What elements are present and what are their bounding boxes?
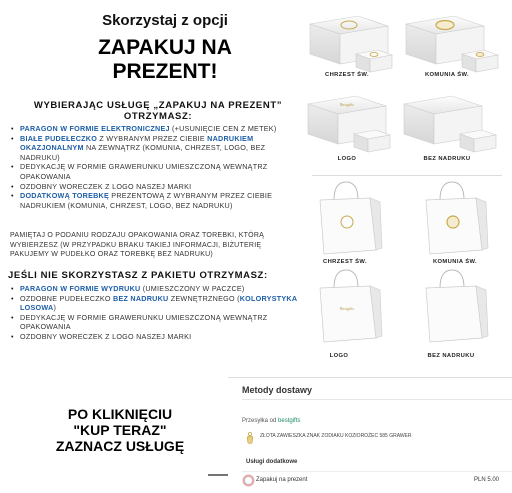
list-item [10,294,302,313]
gift-boxes-illustration [300,6,512,176]
list-item-text: (UMIESZCZONY W PACZCE) [140,284,245,293]
bag-komunia [426,182,488,254]
shipping-title: Metody dostawy [242,385,313,395]
promo-headline [55,36,275,84]
product-name[interactable]: ZŁOTA ZAWIESZKA ZNAK ZODIAKU KOZIOROŻEC 585 GRAWER [260,433,412,439]
shipment-source [242,418,300,424]
gift-bags-illustration [300,180,512,350]
list-item-text: OZDOBNE PUDEŁECZKO [20,293,114,303]
gift-wrap-checkbox[interactable] [244,476,253,485]
promo-subtitle: Skorzystaj z opcji [102,12,228,29]
list-item-highlight: NADRUKIEM OKAZJONALNYM [20,133,254,153]
cta-line3: ZAZNACZ USŁUGĘ [55,438,185,454]
list-item-text: NA ZEWNĄTRZ (KOMUNIA, CHRZEST, LOGO, BEZ NADRUKU) [20,143,266,162]
list-item [10,134,302,163]
promo-headline-line2: PREZENT! [112,60,218,83]
box-caption: KOMUNIA ŚW. [424,72,470,78]
list-item [10,182,302,192]
list-item [10,332,302,342]
section1-title [8,100,308,122]
pendant-thumbnail [244,431,256,445]
list-item-text: DEDYKACJĘ W FORMIE GRAWERUNKU UMIESZCZONĄ WEWNĄTRZ OPAKOWANIA [20,312,268,332]
bag-logo [320,270,382,342]
seller-link[interactable]: bestgifts [278,418,301,424]
list-item [10,162,302,181]
section2-title: JEŚLI NIE SKORZYSTASZ Z PAKIETU OTRZYMASZ: [8,270,268,281]
list-item-text: OZDOBNY WORECZEK Z LOGO NASZEJ MARKI [20,331,192,341]
list-item-highlight: KOLORYSTYKA LOSOWA [20,293,298,313]
list-item-text: OZDOBNY WORECZEK Z LOGO NASZEJ MARKI [20,181,192,191]
list-item [10,124,302,134]
list-item-highlight: PARAGON W FORMIE WYDRUKU [20,284,141,293]
bag-caption: KOMUNIA ŚW. [432,259,478,265]
gift-wrap-label: Zapakuj na prezent [256,477,308,483]
cta-instruction [30,406,210,454]
list-item-text: Z WYBRANYM PRZEZ CIEBIE [97,133,208,143]
bag-caption: BEZ NADRUKU [427,353,475,359]
bag-chrzest [320,182,382,254]
section1-list [10,124,302,210]
bag-bez-nadruku [426,270,488,342]
divider [242,399,512,400]
list-item-text: ZEWNĘTRZNEGO ( [168,293,240,303]
cta-line1: PO KLIKNIĘCIU [67,406,173,422]
section1-title-line2: OTRZYMASZ: [123,111,193,122]
list-item [10,191,302,210]
bag-caption: CHRZEST ŚW. [322,259,367,265]
promo-headline-line1: ZAPAKUJ NA [98,36,232,59]
svg-text:Bestgifts: Bestgifts [339,102,355,107]
divider [312,175,502,176]
box-caption: CHRZEST ŚW. [324,72,369,78]
shipment-prefix: Przesyłka od [242,418,277,424]
list-item-text: ) [53,303,57,313]
list-item-highlight: DODATKOWĄ TOREBKĘ [20,191,110,201]
list-item-text: (+USUNIĘCIE CEN Z METEK) [169,124,277,133]
packaging-note: PAMIĘTAJ O PODANIU RODZAJU OPAKOWANIA ORAZ TOREBKI, KTÓRĄ WYBIERZESZ (W PRZYPADKU BRAKU TAKIEJ INFORMACJI, BIŻUTERIĘ PAKUJEMY W PUDEŁKO ORAZ TOREBKĘ BEZ NADRUKU) [10,232,265,259]
gift-wrap-option[interactable] [242,471,512,487]
section1-title-line1: WYBIERAJĄC USŁUGĘ „ZAPAKUJ NA PREZENT” [33,100,283,111]
box-logo [308,96,390,152]
list-item-text: DEDYKACJĘ W FORMIE GRAWERUNKU UMIESZCZONĄ WEWNĄTRZ OPAKOWANIA [20,162,268,181]
cta-line2: "KUP TERAZ" [73,422,167,438]
box-bez-nadruku [404,96,496,152]
list-item [10,284,302,294]
gift-wrap-price: PLN 5.00 [474,477,500,483]
box-chrzest [310,16,392,72]
list-item-highlight: BEZ NADRUKU [113,293,169,303]
list-item-text: PREZENTOWĄ Z WYBRANYM PRZEZ CIEBIE NADRUKIEM (KOMUNIA, CHRZEST, LOGO, BEZ NADRUKU) [20,191,273,210]
list-item-highlight: BIAŁE PUDEŁECZKO [20,133,98,143]
list-item [10,313,302,332]
section2-list [10,284,302,342]
svg-text:Bestgifts: Bestgifts [339,306,355,311]
list-item-highlight: PARAGON W FORMIE ELEKTRONICZNEJ [20,124,170,133]
box-caption: LOGO [337,156,357,162]
box-caption: BEZ NADRUKU [423,156,471,162]
box-komunia [406,16,498,72]
divider [228,377,512,378]
bag-caption: LOGO [329,353,349,359]
extras-title: Usługi dodatkowe [246,459,298,465]
shipping-panel [228,377,512,493]
